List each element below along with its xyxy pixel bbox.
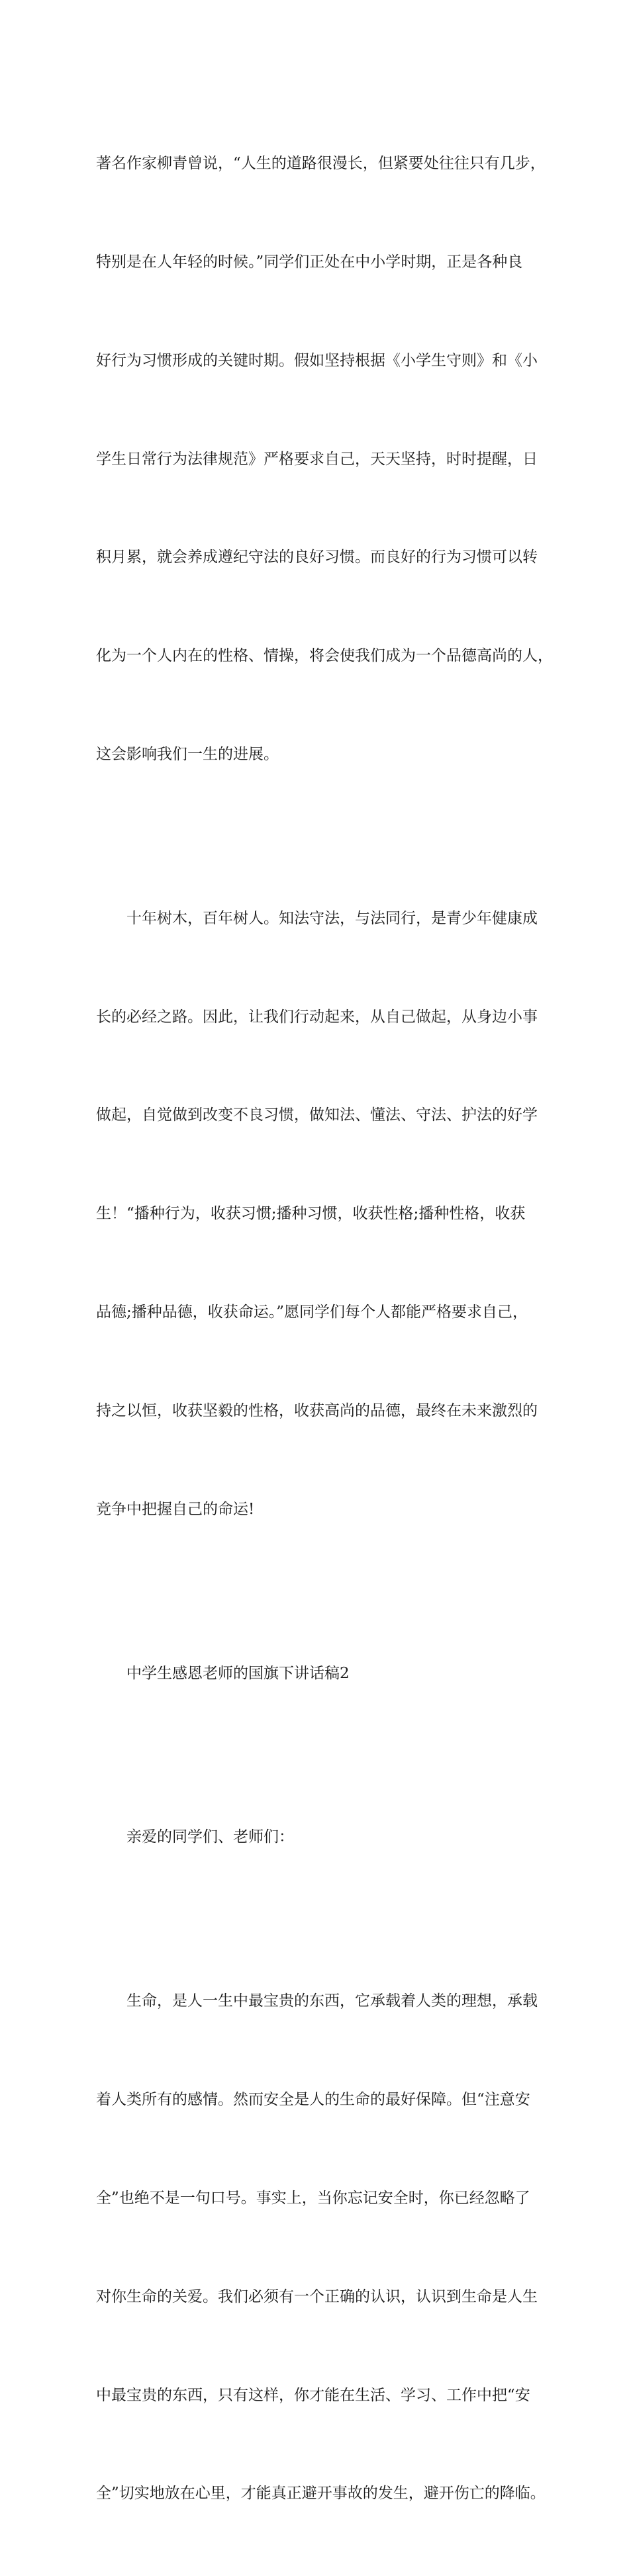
text-line: 生命，是人一生中最宝贵的东西，它承载着人类的理想，承载 <box>126 1992 538 2010</box>
text-line: 长的必经之路。因此，让我们行动起来，从自己做起，从身边小事 <box>96 1008 538 1026</box>
paragraph-5 <box>96 1920 546 2576</box>
document-body <box>96 82 553 2576</box>
text-line: 全”也绝不是一句口号。事实上，当你忘记安全时，你已经忽略了 <box>96 2190 530 2207</box>
text-line: 对你生命的关爱。我们必须有一个正确的认识，认识到生命是人生 <box>96 2287 538 2305</box>
text-line: 竞争中把握自己的命运! <box>96 1500 255 1518</box>
text-line: 特别是在人年轻的时候。”同学们正处在中小学时期，正是各种良 <box>96 253 523 271</box>
paragraph-1 <box>96 82 553 837</box>
paragraph-2 <box>96 837 546 1592</box>
salutation <box>96 1755 546 1920</box>
text-line: 学生日常行为法律规范》严格要求自己，天天坚持，时时提醒，日 <box>96 450 538 468</box>
text-line: 化为一个人内在的性格、情操，将会使我们成为一个品德高尚的人， <box>96 647 553 665</box>
text-line: 持之以恒，收获坚毅的性格，收获高尚的品德，最终在未来激烈的 <box>96 1401 538 1419</box>
text-line: 品德;播种品德，收获命运。”愿同学们每个人都能严格要求自己， <box>96 1303 528 1321</box>
heading-line: 中学生感恩老师的国旗下讲话稿2 <box>126 1664 350 1682</box>
text-line: 积月累，就会养成遵纪守法的良好习惯。而良好的行为习惯可以转 <box>96 549 538 566</box>
text-line: 著名作家柳青曾说，“人生的道路很漫长，但紧要处往往只有几步， <box>96 155 546 173</box>
text-line: 这会影响我们一生的进展。 <box>96 745 279 763</box>
text-line: 做起，自觉做到改变不良习惯，做知法、懂法、守法、护法的好学 <box>96 1106 538 1124</box>
text-line: 着人类所有的感情。然而安全是人的生命的最好保障。但“注意安 <box>96 2091 530 2109</box>
section-heading <box>96 1591 546 1755</box>
text-line: 生！“播种行为，收获习惯;播种习惯，收获性格;播种性格，收获 <box>96 1205 526 1223</box>
text-line: 全”切实地放在心里，才能真正避开事故的发生，避开伤亡的降临。 <box>96 2485 546 2503</box>
text-line: 十年树木，百年树人。知法守法，与法同行，是青少年健康成 <box>126 909 538 927</box>
text-line: 好行为习惯形成的关键时期。假如坚持根据《小学生守则》和《小 <box>96 351 538 369</box>
salutation-line: 亲爱的同学们、老师们： <box>126 1828 294 1846</box>
text-line: 中最宝贵的东西，只有这样，你才能在生活、学习、工作中把“安 <box>96 2386 530 2404</box>
